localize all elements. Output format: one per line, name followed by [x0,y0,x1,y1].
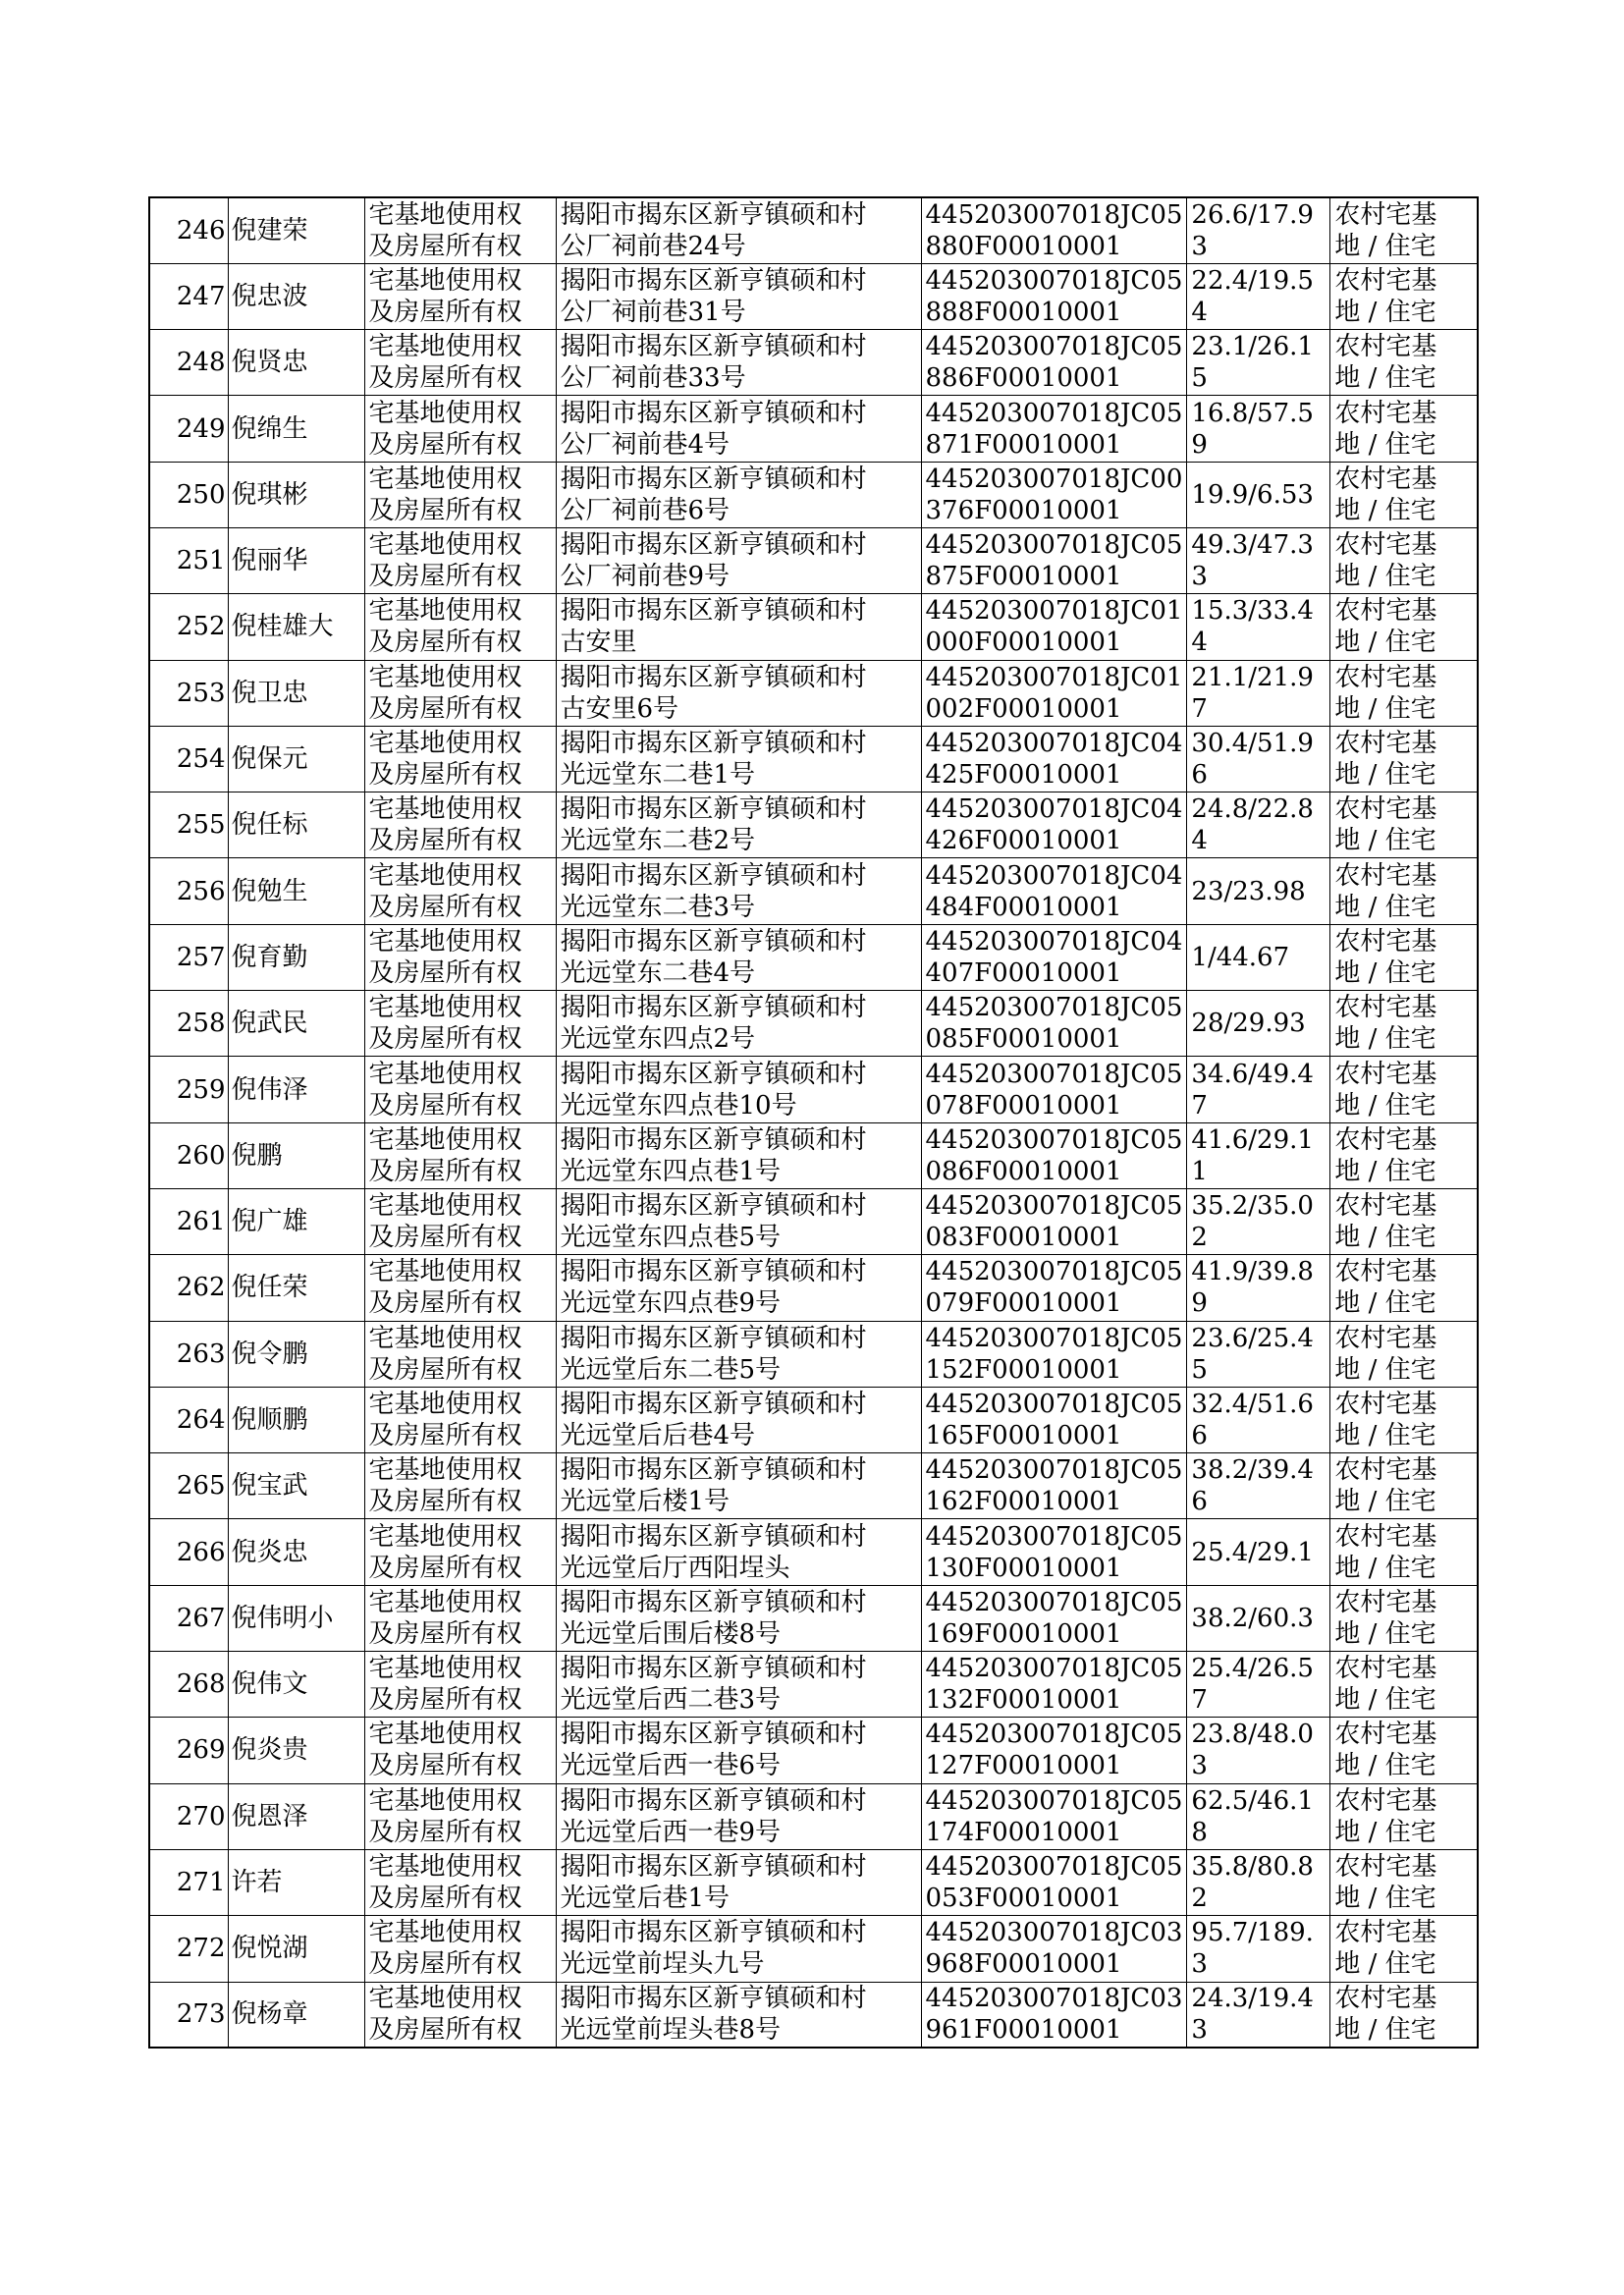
property-address-cell: 揭阳市揭东区新亨镇硕和村 公厂祠前巷31号 [556,263,921,329]
row-number-cell: 250 [149,462,228,527]
land-use-cell: 农村宅基 地 / 住宅 [1330,858,1478,924]
unit-code-cell: 445203007018JC05 152F00010001 [921,1321,1187,1387]
land-use-cell: 农村宅基 地 / 住宅 [1330,1321,1478,1387]
land-use-cell: 农村宅基 地 / 住宅 [1330,1453,1478,1519]
area-value-cell: 1/44.67 [1187,924,1330,990]
land-use-cell: 农村宅基 地 / 住宅 [1330,660,1478,726]
area-value-cell: 34.6/49.4 7 [1187,1057,1330,1122]
table-row [149,991,1478,1057]
row-number-cell: 273 [149,1982,228,2048]
table-row [149,1321,1478,1387]
area-value-cell: 24.8/22.8 4 [1187,792,1330,858]
property-address-cell: 揭阳市揭东区新亨镇硕和村 公厂祠前巷6号 [556,462,921,527]
land-use-cell: 农村宅基 地 / 住宅 [1330,726,1478,792]
unit-code-cell: 445203007018JC04 425F00010001 [921,726,1187,792]
right-type-cell: 宅基地使用权 及房屋所有权 [364,462,556,527]
land-use-cell: 农村宅基 地 / 住宅 [1330,1652,1478,1718]
row-number-cell: 253 [149,660,228,726]
unit-code-cell: 445203007018JC05 085F00010001 [921,991,1187,1057]
property-address-cell: 揭阳市揭东区新亨镇硕和村 光远堂东四点巷1号 [556,1122,921,1188]
land-use-cell: 农村宅基 地 / 住宅 [1330,1519,1478,1585]
land-use-cell: 农村宅基 地 / 住宅 [1330,594,1478,660]
property-address-cell: 揭阳市揭东区新亨镇硕和村 公厂祠前巷9号 [556,527,921,593]
land-use-cell: 农村宅基 地 / 住宅 [1330,1982,1478,2048]
property-address-cell: 揭阳市揭东区新亨镇硕和村 光远堂东二巷1号 [556,726,921,792]
unit-code-cell: 445203007018JC05 079F00010001 [921,1255,1187,1321]
right-type-cell: 宅基地使用权 及房屋所有权 [364,1057,556,1122]
land-use-cell: 农村宅基 地 / 住宅 [1330,1916,1478,1982]
land-use-cell: 农村宅基 地 / 住宅 [1330,462,1478,527]
table-row [149,1783,1478,1849]
land-use-cell: 农村宅基 地 / 住宅 [1330,330,1478,396]
area-value-cell: 23.8/48.0 3 [1187,1718,1330,1783]
unit-code-cell: 445203007018JC01 002F00010001 [921,660,1187,726]
unit-code-cell: 445203007018JC05 880F00010001 [921,197,1187,263]
property-address-cell: 揭阳市揭东区新亨镇硕和村 光远堂后西一巷9号 [556,1783,921,1849]
row-number-cell: 266 [149,1519,228,1585]
property-address-cell: 揭阳市揭东区新亨镇硕和村 光远堂东四点巷10号 [556,1057,921,1122]
unit-code-cell: 445203007018JC05 130F00010001 [921,1519,1187,1585]
property-address-cell: 揭阳市揭东区新亨镇硕和村 光远堂前埕头巷8号 [556,1982,921,2048]
land-use-cell: 农村宅基 地 / 住宅 [1330,527,1478,593]
row-number-cell: 267 [149,1585,228,1651]
area-value-cell: 25.4/29.1 [1187,1519,1330,1585]
unit-code-cell: 445203007018JC00 376F00010001 [921,462,1187,527]
property-address-cell: 揭阳市揭东区新亨镇硕和村 光远堂东二巷3号 [556,858,921,924]
right-type-cell: 宅基地使用权 及房屋所有权 [364,660,556,726]
owner-name-cell: 倪绵生 [228,396,364,462]
row-number-cell: 270 [149,1783,228,1849]
property-address-cell: 揭阳市揭东区新亨镇硕和村 光远堂东四点巷9号 [556,1255,921,1321]
row-number-cell: 247 [149,263,228,329]
table-row [149,594,1478,660]
table-row [149,726,1478,792]
owner-name-cell: 倪武民 [228,991,364,1057]
land-use-cell: 农村宅基 地 / 住宅 [1330,1585,1478,1651]
row-number-cell: 264 [149,1387,228,1452]
area-value-cell: 15.3/33.4 4 [1187,594,1330,660]
row-number-cell: 249 [149,396,228,462]
row-number-cell: 269 [149,1718,228,1783]
table-row [149,1849,1478,1915]
area-value-cell: 23.6/25.4 5 [1187,1321,1330,1387]
unit-code-cell: 445203007018JC05 886F00010001 [921,330,1187,396]
property-address-cell: 揭阳市揭东区新亨镇硕和村 光远堂后东二巷5号 [556,1321,921,1387]
land-use-cell: 农村宅基 地 / 住宅 [1330,1387,1478,1452]
unit-code-cell: 445203007018JC05 169F00010001 [921,1585,1187,1651]
area-value-cell: 23/23.98 [1187,858,1330,924]
area-value-cell: 62.5/46.1 8 [1187,1783,1330,1849]
row-number-cell: 256 [149,858,228,924]
area-value-cell: 22.4/19.5 4 [1187,263,1330,329]
row-number-cell: 265 [149,1453,228,1519]
area-value-cell: 35.8/80.8 2 [1187,1849,1330,1915]
unit-code-cell: 445203007018JC03 968F00010001 [921,1916,1187,1982]
property-address-cell: 揭阳市揭东区新亨镇硕和村 光远堂后西二巷3号 [556,1652,921,1718]
land-use-cell: 农村宅基 地 / 住宅 [1330,396,1478,462]
owner-name-cell: 倪琪彬 [228,462,364,527]
land-use-cell: 农村宅基 地 / 住宅 [1330,197,1478,263]
land-use-cell: 农村宅基 地 / 住宅 [1330,924,1478,990]
table-row [149,1122,1478,1188]
unit-code-cell: 445203007018JC05 888F00010001 [921,263,1187,329]
row-number-cell: 246 [149,197,228,263]
owner-name-cell: 倪恩泽 [228,1783,364,1849]
row-number-cell: 261 [149,1188,228,1254]
land-use-cell: 农村宅基 地 / 住宅 [1330,1057,1478,1122]
right-type-cell: 宅基地使用权 及房屋所有权 [364,330,556,396]
right-type-cell: 宅基地使用权 及房屋所有权 [364,1849,556,1915]
property-address-cell: 揭阳市揭东区新亨镇硕和村 古安里6号 [556,660,921,726]
property-address-cell: 揭阳市揭东区新亨镇硕和村 光远堂东四点巷5号 [556,1188,921,1254]
area-value-cell: 41.6/29.1 1 [1187,1122,1330,1188]
right-type-cell: 宅基地使用权 及房屋所有权 [364,1255,556,1321]
table-row [149,330,1478,396]
unit-code-cell: 445203007018JC05 083F00010001 [921,1188,1187,1254]
unit-code-cell: 445203007018JC05 132F00010001 [921,1652,1187,1718]
property-address-cell: 揭阳市揭东区新亨镇硕和村 古安里 [556,594,921,660]
unit-code-cell: 445203007018JC05 053F00010001 [921,1849,1187,1915]
owner-name-cell: 倪鹏 [228,1122,364,1188]
property-address-cell: 揭阳市揭东区新亨镇硕和村 公厂祠前巷24号 [556,197,921,263]
area-value-cell: 49.3/47.3 3 [1187,527,1330,593]
owner-name-cell: 倪令鹏 [228,1321,364,1387]
land-use-cell: 农村宅基 地 / 住宅 [1330,1718,1478,1783]
row-number-cell: 263 [149,1321,228,1387]
row-number-cell: 260 [149,1122,228,1188]
row-number-cell: 248 [149,330,228,396]
area-value-cell: 19.9/6.53 [1187,462,1330,527]
row-number-cell: 268 [149,1652,228,1718]
row-number-cell: 271 [149,1849,228,1915]
table-row [149,660,1478,726]
unit-code-cell: 445203007018JC05 127F00010001 [921,1718,1187,1783]
land-use-cell: 农村宅基 地 / 住宅 [1330,1849,1478,1915]
land-use-cell: 农村宅基 地 / 住宅 [1330,1122,1478,1188]
right-type-cell: 宅基地使用权 及房屋所有权 [364,1453,556,1519]
property-address-cell: 揭阳市揭东区新亨镇硕和村 光远堂后楼1号 [556,1453,921,1519]
right-type-cell: 宅基地使用权 及房屋所有权 [364,263,556,329]
table-row [149,1652,1478,1718]
table-row [149,1188,1478,1254]
owner-name-cell: 倪伟泽 [228,1057,364,1122]
row-number-cell: 254 [149,726,228,792]
owner-name-cell: 倪勉生 [228,858,364,924]
property-address-cell: 揭阳市揭东区新亨镇硕和村 光远堂前埕头九号 [556,1916,921,1982]
area-value-cell: 23.1/26.1 5 [1187,330,1330,396]
owner-name-cell: 倪卫忠 [228,660,364,726]
table-body [149,197,1478,2048]
owner-name-cell: 倪广雄 [228,1188,364,1254]
right-type-cell: 宅基地使用权 及房屋所有权 [364,527,556,593]
area-value-cell: 38.2/60.3 [1187,1585,1330,1651]
area-value-cell: 25.4/26.5 7 [1187,1652,1330,1718]
land-use-cell: 农村宅基 地 / 住宅 [1330,1188,1478,1254]
right-type-cell: 宅基地使用权 及房屋所有权 [364,197,556,263]
owner-name-cell: 倪桂雄大 [228,594,364,660]
unit-code-cell: 445203007018JC04 484F00010001 [921,858,1187,924]
owner-name-cell: 倪建荣 [228,197,364,263]
right-type-cell: 宅基地使用权 及房屋所有权 [364,1122,556,1188]
table-row [149,527,1478,593]
owner-name-cell: 倪贤忠 [228,330,364,396]
owner-name-cell: 倪丽华 [228,527,364,593]
unit-code-cell: 445203007018JC01 000F00010001 [921,594,1187,660]
right-type-cell: 宅基地使用权 及房屋所有权 [364,396,556,462]
table-row [149,1916,1478,1982]
right-type-cell: 宅基地使用权 及房屋所有权 [364,1652,556,1718]
owner-name-cell: 倪顺鹏 [228,1387,364,1452]
property-address-cell: 揭阳市揭东区新亨镇硕和村 光远堂后巷1号 [556,1849,921,1915]
area-value-cell: 16.8/57.5 9 [1187,396,1330,462]
table-row [149,1255,1478,1321]
area-value-cell: 26.6/17.9 3 [1187,197,1330,263]
owner-name-cell: 倪保元 [228,726,364,792]
owner-name-cell: 倪炎忠 [228,1519,364,1585]
right-type-cell: 宅基地使用权 及房屋所有权 [364,1982,556,2048]
property-address-cell: 揭阳市揭东区新亨镇硕和村 光远堂后围后楼8号 [556,1585,921,1651]
land-use-cell: 农村宅基 地 / 住宅 [1330,1255,1478,1321]
table-row [149,1718,1478,1783]
table-row [149,858,1478,924]
row-number-cell: 258 [149,991,228,1057]
right-type-cell: 宅基地使用权 及房屋所有权 [364,726,556,792]
unit-code-cell: 445203007018JC04 407F00010001 [921,924,1187,990]
area-value-cell: 28/29.93 [1187,991,1330,1057]
owner-name-cell: 倪任荣 [228,1255,364,1321]
right-type-cell: 宅基地使用权 及房屋所有权 [364,1188,556,1254]
area-value-cell: 24.3/19.4 3 [1187,1982,1330,2048]
area-value-cell: 38.2/39.4 6 [1187,1453,1330,1519]
right-type-cell: 宅基地使用权 及房屋所有权 [364,991,556,1057]
area-value-cell: 35.2/35.0 2 [1187,1188,1330,1254]
area-value-cell: 41.9/39.8 9 [1187,1255,1330,1321]
owner-name-cell: 倪育勤 [228,924,364,990]
table-row [149,792,1478,858]
unit-code-cell: 445203007018JC03 961F00010001 [921,1982,1187,2048]
table-row [149,197,1478,263]
area-value-cell: 95.7/189. 3 [1187,1916,1330,1982]
right-type-cell: 宅基地使用权 及房屋所有权 [364,594,556,660]
right-type-cell: 宅基地使用权 及房屋所有权 [364,1916,556,1982]
right-type-cell: 宅基地使用权 及房屋所有权 [364,1387,556,1452]
land-use-cell: 农村宅基 地 / 住宅 [1330,991,1478,1057]
land-use-cell: 农村宅基 地 / 住宅 [1330,792,1478,858]
right-type-cell: 宅基地使用权 及房屋所有权 [364,924,556,990]
unit-code-cell: 445203007018JC05 162F00010001 [921,1453,1187,1519]
property-address-cell: 揭阳市揭东区新亨镇硕和村 公厂祠前巷33号 [556,330,921,396]
property-address-cell: 揭阳市揭东区新亨镇硕和村 光远堂东四点2号 [556,991,921,1057]
table-row [149,462,1478,527]
row-number-cell: 257 [149,924,228,990]
area-value-cell: 21.1/21.9 7 [1187,660,1330,726]
unit-code-cell: 445203007018JC05 174F00010001 [921,1783,1187,1849]
table-row [149,396,1478,462]
row-number-cell: 259 [149,1057,228,1122]
area-value-cell: 30.4/51.9 6 [1187,726,1330,792]
unit-code-cell: 445203007018JC05 165F00010001 [921,1387,1187,1452]
row-number-cell: 262 [149,1255,228,1321]
property-address-cell: 揭阳市揭东区新亨镇硕和村 光远堂东二巷2号 [556,792,921,858]
table-row [149,1057,1478,1122]
property-address-cell: 揭阳市揭东区新亨镇硕和村 光远堂后厅西阳埕头 [556,1519,921,1585]
owner-name-cell: 倪宝武 [228,1453,364,1519]
owner-name-cell: 倪伟文 [228,1652,364,1718]
unit-code-cell: 445203007018JC05 875F00010001 [921,527,1187,593]
land-use-cell: 农村宅基 地 / 住宅 [1330,1783,1478,1849]
table-row [149,1585,1478,1651]
row-number-cell: 255 [149,792,228,858]
property-address-cell: 揭阳市揭东区新亨镇硕和村 光远堂后后巷4号 [556,1387,921,1452]
land-use-cell: 农村宅基 地 / 住宅 [1330,263,1478,329]
right-type-cell: 宅基地使用权 及房屋所有权 [364,1585,556,1651]
right-type-cell: 宅基地使用权 及房屋所有权 [364,792,556,858]
table-row [149,1982,1478,2048]
area-value-cell: 32.4/51.6 6 [1187,1387,1330,1452]
table-row [149,1519,1478,1585]
table-row [149,924,1478,990]
table-row [149,263,1478,329]
owner-name-cell: 倪悦湖 [228,1916,364,1982]
owner-name-cell: 倪伟明小 [228,1585,364,1651]
right-type-cell: 宅基地使用权 及房屋所有权 [364,1783,556,1849]
right-type-cell: 宅基地使用权 及房屋所有权 [364,1718,556,1783]
owner-name-cell: 倪炎贵 [228,1718,364,1783]
right-type-cell: 宅基地使用权 及房屋所有权 [364,1321,556,1387]
row-number-cell: 252 [149,594,228,660]
right-type-cell: 宅基地使用权 及房屋所有权 [364,858,556,924]
unit-code-cell: 445203007018JC05 086F00010001 [921,1122,1187,1188]
unit-code-cell: 445203007018JC04 426F00010001 [921,792,1187,858]
row-number-cell: 272 [149,1916,228,1982]
unit-code-cell: 445203007018JC05 078F00010001 [921,1057,1187,1122]
table-row [149,1387,1478,1452]
right-type-cell: 宅基地使用权 及房屋所有权 [364,1519,556,1585]
owner-name-cell: 倪任标 [228,792,364,858]
owner-name-cell: 许若 [228,1849,364,1915]
property-address-cell: 揭阳市揭东区新亨镇硕和村 公厂祠前巷4号 [556,396,921,462]
property-address-cell: 揭阳市揭东区新亨镇硕和村 光远堂后西一巷6号 [556,1718,921,1783]
owner-name-cell: 倪杨章 [228,1982,364,2048]
registry-table [148,196,1479,2049]
row-number-cell: 251 [149,527,228,593]
owner-name-cell: 倪忠波 [228,263,364,329]
table-row [149,1453,1478,1519]
unit-code-cell: 445203007018JC05 871F00010001 [921,396,1187,462]
property-address-cell: 揭阳市揭东区新亨镇硕和村 光远堂东二巷4号 [556,924,921,990]
